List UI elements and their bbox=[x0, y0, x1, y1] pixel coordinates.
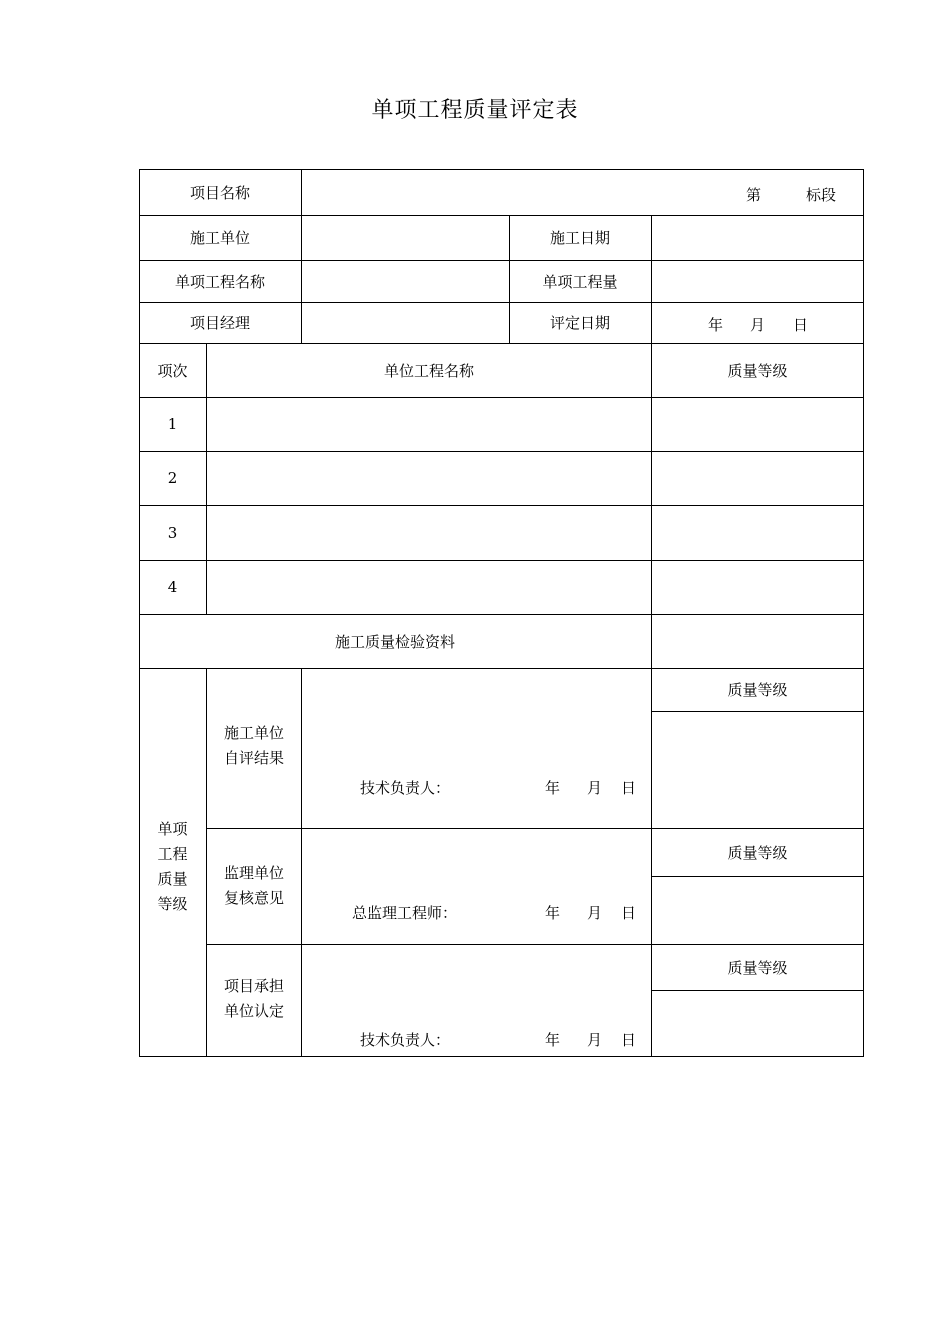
construction-unit-field[interactable] bbox=[302, 215, 509, 260]
eval-year-label: 年 bbox=[708, 316, 724, 334]
side-label-line: 等级 bbox=[157, 895, 188, 913]
item-quantity-field[interactable] bbox=[652, 260, 863, 302]
self-eval-label-line: 施工单位 bbox=[223, 724, 284, 742]
project-name-label: 项目名称 bbox=[189, 183, 250, 202]
supervision-grade-field[interactable] bbox=[652, 877, 863, 944]
supervision-label-line: 复核意见 bbox=[223, 889, 284, 907]
unit-name-field[interactable] bbox=[207, 505, 651, 560]
owner-label bbox=[207, 944, 301, 1056]
section-suffix: 标段 bbox=[806, 186, 837, 204]
eval-day-label: 日 bbox=[793, 316, 809, 334]
owner-month: 月 bbox=[587, 1031, 603, 1049]
supervision-year: 年 bbox=[545, 904, 561, 922]
supervision-label-line: 监理单位 bbox=[223, 864, 284, 882]
self-eval-grade-label: 质量等级 bbox=[727, 681, 788, 699]
owner-day: 日 bbox=[621, 1031, 637, 1049]
evaluation-date-label: 评定日期 bbox=[549, 314, 610, 332]
row-index: 4 bbox=[167, 578, 178, 596]
unit-name-field[interactable] bbox=[207, 560, 651, 614]
self-eval-signer-label: 技术负责人： bbox=[360, 779, 451, 797]
item-name-label: 单项工程名称 bbox=[174, 272, 265, 291]
unit-grade-field[interactable] bbox=[652, 397, 863, 451]
inspection-field[interactable] bbox=[652, 614, 863, 668]
grade-side-label bbox=[139, 668, 206, 1056]
supervision-grade-label: 质量等级 bbox=[727, 843, 788, 862]
col-grade-header: 质量等级 bbox=[727, 361, 788, 380]
self-eval-grade-field[interactable] bbox=[652, 712, 863, 828]
project-manager-field[interactable] bbox=[302, 302, 509, 343]
construction-unit-label: 施工单位 bbox=[189, 229, 250, 247]
construction-date-field[interactable] bbox=[652, 215, 863, 260]
supervision-month: 月 bbox=[587, 904, 603, 922]
unit-grade-field[interactable] bbox=[652, 451, 863, 505]
item-name-field[interactable] bbox=[302, 260, 509, 302]
construction-date-label: 施工日期 bbox=[549, 229, 610, 247]
table-rule bbox=[301, 668, 302, 1057]
table-border-bottom bbox=[139, 1056, 864, 1057]
project-name-field[interactable] bbox=[302, 169, 863, 215]
owner-label-line: 单位认定 bbox=[223, 1002, 284, 1020]
page-title: 单项工程质量评定表 bbox=[371, 98, 579, 123]
row-index: 1 bbox=[167, 415, 178, 433]
side-label-line: 工程 bbox=[157, 845, 188, 863]
owner-grade-label: 质量等级 bbox=[727, 958, 788, 977]
unit-grade-field[interactable] bbox=[652, 505, 863, 560]
supervision-label bbox=[207, 828, 301, 944]
unit-grade-field[interactable] bbox=[652, 560, 863, 614]
col-index-header: 项次 bbox=[157, 361, 188, 380]
row-index: 2 bbox=[167, 469, 178, 487]
supervision-signer-label: 总监理工程师： bbox=[352, 904, 458, 922]
side-label-line: 质量 bbox=[157, 870, 188, 888]
self-eval-month: 月 bbox=[587, 779, 603, 797]
self-eval-label bbox=[207, 668, 301, 828]
unit-name-field[interactable] bbox=[207, 397, 651, 451]
eval-month-label: 月 bbox=[750, 316, 766, 334]
section-prefix: 第 bbox=[746, 186, 762, 204]
col-unit-name-header: 单位工程名称 bbox=[383, 361, 474, 380]
self-eval-label-line: 自评结果 bbox=[223, 749, 284, 767]
project-manager-label: 项目经理 bbox=[189, 314, 250, 332]
unit-name-field[interactable] bbox=[207, 451, 651, 505]
row-index: 3 bbox=[167, 523, 178, 542]
supervision-day: 日 bbox=[621, 904, 637, 922]
owner-label-line: 项目承担 bbox=[223, 977, 284, 995]
table-border-right bbox=[863, 169, 864, 1057]
self-eval-year: 年 bbox=[545, 779, 561, 797]
owner-year: 年 bbox=[545, 1031, 561, 1049]
owner-grade-field[interactable] bbox=[652, 991, 863, 1056]
item-quantity-label: 单项工程量 bbox=[542, 272, 618, 291]
side-label-line: 单项 bbox=[157, 820, 188, 838]
owner-signer-label: 技术负责人： bbox=[360, 1031, 451, 1049]
self-eval-day: 日 bbox=[621, 779, 637, 797]
inspection-label: 施工质量检验资料 bbox=[334, 632, 455, 651]
